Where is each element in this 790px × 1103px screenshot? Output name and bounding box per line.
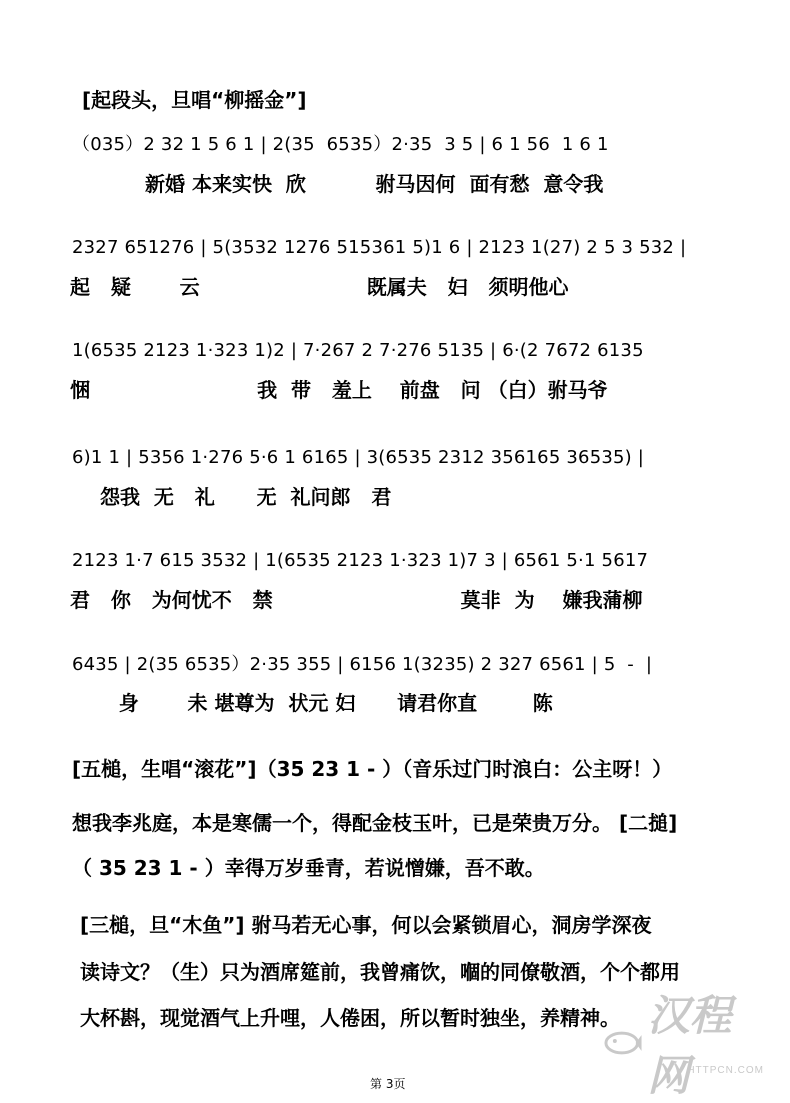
section3-line-1: [三槌，旦“木鱼”] 驸马若无心事，何以会紧锁眉心，洞房学深夜 <box>80 913 652 937</box>
watermark-subtext: HTTPCN.COM <box>687 1065 764 1076</box>
notation-line-5: 2123 1·7 615 3532 | 1(6535 2123 1·323 1)7 3 | 6561 5·1 5617 <box>72 550 649 571</box>
lyric-line-2: 起 疑 云 既属夫 妇 须明他心 <box>70 275 569 299</box>
section3-line-2: 读诗文？（生）只为酒席筵前，我曾痛饮，嗰的同僚敬酒，个个都用 <box>80 960 680 984</box>
notation-line-2: 2327 651276 | 5(3532 1276 515361 5)1 6 | 2123 1(27) 2 5 3 532 | <box>72 237 687 258</box>
page-number: 第 3页 <box>370 1077 406 1091</box>
section2-line-1: [五槌，生唱“滚花”]（35 23 1 - ）（音乐过门时浪白：公主呀！） <box>72 757 673 781</box>
watermark-text: 汉程网 <box>647 992 732 1099</box>
notation-line-4: 6)1 1 | 5356 1·276 5·6 1 6165 | 3(6535 2312 356165 36535) | <box>72 447 645 468</box>
notation-line-3: 1(6535 2123 1·323 1)2 | 7·267 2 7·276 5135 | 6·(2 7672 6135 <box>72 340 644 361</box>
lyric-line-1: 新婚 本来实快 欣 驸马因何 面有愁 意令我 <box>145 172 604 196</box>
section1-header: [起段头，旦唱“柳摇金”] <box>82 88 307 112</box>
lyric-line-4: 怨我 无 礼 无 礼问郎 君 <box>100 485 392 509</box>
lyric-line-3: 悃 我 带 羞上 前盘 问 （白）驸马爷 <box>70 378 608 402</box>
lyric-line-5: 君 你 为何忧不 禁 莫非 为 嫌我蒲柳 <box>70 588 643 612</box>
notation-line-6: 6435 | 2(35 6535）2·35 355 | 6156 1(3235) 2 327 6561 | 5 - | <box>72 654 653 675</box>
section2-line-2: 想我李兆庭，本是寒儒一个，得配金枝玉叶，已是荣贵万分。 [二搥] <box>72 811 678 835</box>
section2-line-3: （ 35 23 1 - ）幸得万岁垂青，若说憎嫌，吾不敢。 <box>72 856 545 880</box>
fish-logo-icon <box>602 1023 642 1063</box>
notation-line-1: （035）2 32 1 5 6 1 | 2(35 6535）2·35 3 5 | 6 1 56 1 6 1 <box>72 134 609 155</box>
watermark-logo <box>602 992 772 1099</box>
lyric-line-6: 身 未 堪尊为 状元 妇 请君你直 陈 <box>70 691 553 715</box>
section3-line-3: 大杯斟，现觉酒气上升哩，人倦困，所以暂时独坐，养精神。 <box>80 1006 620 1030</box>
